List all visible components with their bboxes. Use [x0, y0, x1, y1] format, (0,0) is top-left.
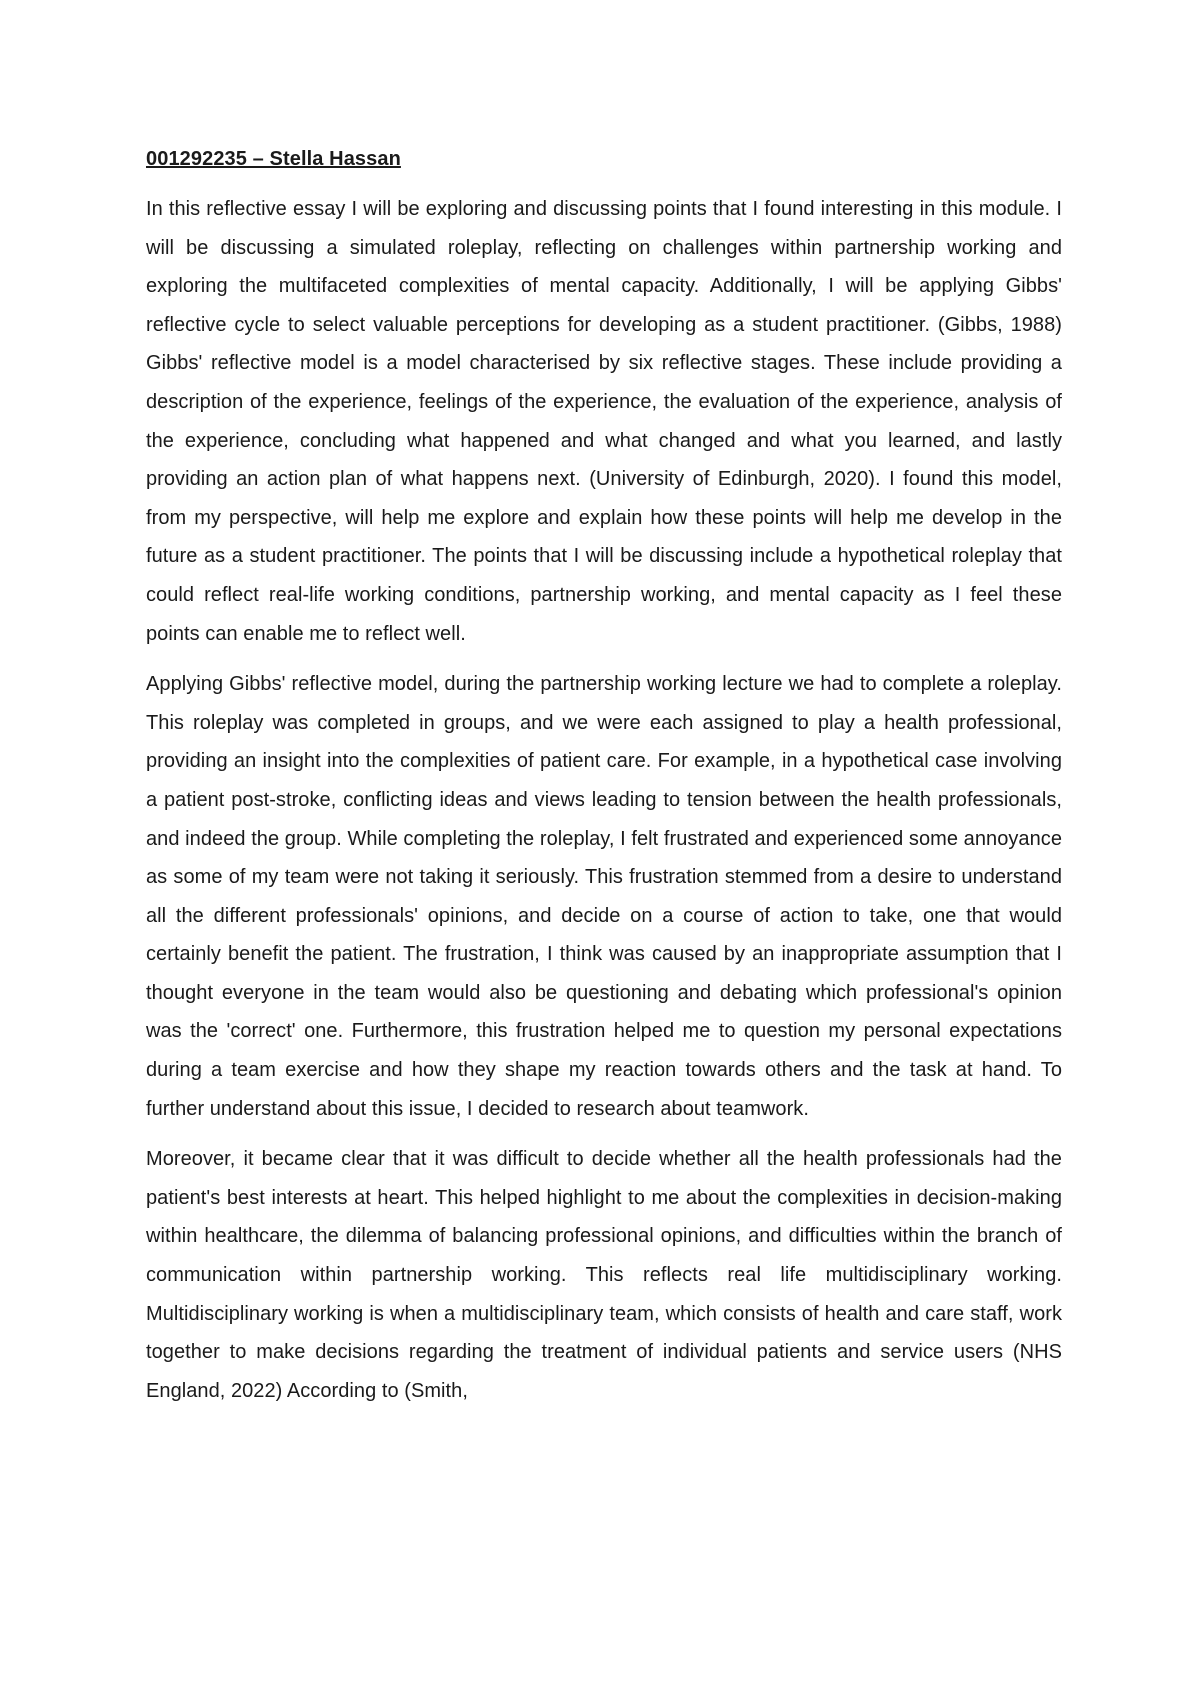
paragraph-roleplay: Applying Gibbs' reflective model, during the partnership working lecture we had to complete a roleplay. This roleplay was completed in groups, and we were each assigned to play a health professional, providing an insight into the complexities of patient care. For example, in a hypothetical case involving a patient post-stroke, conflicting ideas and views leading to tension between the health professionals, and indeed the group. While completing the roleplay, I felt frustrated and experienced some annoyance as some of my team were not taking it seriously. This frustration stemmed from a desire to understand all the different professionals' opinions, and decide on a course of action to take, one that would certainly benefit the patient. The frustration, I think was caused by an inappropriate assumption that I thought everyone in the team would also be questioning and debating which professional's opinion was the 'correct' one. Furthermore, this frustration helped me to question my personal expectations during a team exercise and how they shape my reaction towards others and the task at hand. To further understand about this issue, I decided to research about teamwork. [146, 673, 1062, 1120]
paragraph-introduction: In this reflective essay I will be exploring and discussing points that I found interesting in this module. I will be discussing a simulated roleplay, reflecting on challenges within partnership working and exploring the multifaceted complexities of mental capacity. Additionally, I will be applying Gibbs' reflective cycle to select valuable perceptions for developing as a student practitioner. (Gibbs, 1988) Gibbs' reflective model is a model characterised by six reflective stages. These include providing a description of the experience, feelings of the experience, the evaluation of the experience, analysis of the experience, concluding what happened and what changed and what you learned, and lastly providing an action plan of what happens next. (University of Edinburgh, 2020). I found this model, from my perspective, will help me explore and explain how these points will help me develop in the future as a student practitioner. The points that I will be discussing include a hypothetical roleplay that could reflect real-life working conditions, partnership working, and mental capacity as I feel these points can enable me to reflect well. [146, 198, 1062, 645]
document-title: 001292235 – Stella Hassan [146, 148, 401, 170]
paragraph-multidisciplinary: Moreover, it became clear that it was difficult to decide whether all the health professionals had the patient's best interests at heart. This helped highlight to me about the complexities in decision-making within healthcare, the dilemma of balancing professional opinions, and difficulties within the branch of communication within partnership working. This reflects real life multidisciplinary working. Multidisciplinary working is when a multidisciplinary team, which consists of health and care staff, work together to make decisions regarding the treatment of individual patients and service users (NHS England, 2022) According to (Smith, [146, 1148, 1062, 1402]
document-body [146, 143, 1062, 1422]
